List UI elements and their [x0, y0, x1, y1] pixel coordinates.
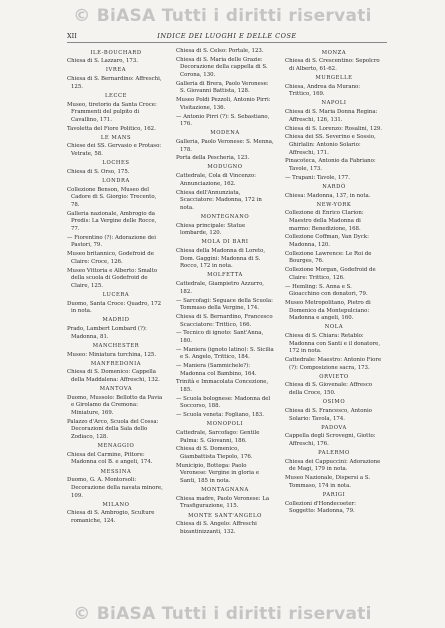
index-entry: Museo Poldi Pezzoli, Antonio Pirri: Visitazione, 136.	[176, 97, 271, 111]
index-city-heading: ORVIETO	[319, 373, 349, 380]
index-entry: Chiesa di S. Chiara: Retablo: Madonna con Santi e il donatore, 172 in nota.	[285, 333, 381, 355]
index-city-heading: LONDRA	[102, 178, 130, 185]
index-city-heading: PADOVA	[321, 424, 347, 431]
index-city-heading: MODUGNO	[207, 164, 243, 171]
index-entry: Chiesa di S. Domenico, Giambattista Tiepolo, 176.	[176, 446, 253, 461]
index-city-heading: MONTAGNANA	[201, 487, 249, 494]
index-entry: Chiesa di S. Angelo: Affreschi bizantinizzanti, 132.	[176, 521, 257, 535]
index-entry: Museo Vittoria e Alberto: Smalto della scuola di Godefroid de Claire, 125.	[67, 267, 158, 289]
index-city-heading: OSIMO	[322, 399, 346, 406]
index-entry: Trinità e Immacolata Concezione, 185.	[176, 379, 269, 394]
index-entry: Municipio, Bottega: Paolo Veronese: Vergine in gloria e Santi, 185 in nota.	[176, 462, 260, 484]
index-entry: Chiesa di S. Francesco, Antonio Solario: Tavola, 174.	[285, 407, 372, 422]
index-entry: Chiesa di S. Lazzaro, 173.	[67, 58, 138, 65]
index-entry: Chiesa, Andrea da Murano: Trittico, 169.	[285, 83, 361, 98]
index-entry: Chiesa di S. Maria delle Grazie: Decorazione della cappella di S. Corona, 130.	[176, 56, 268, 78]
index-city-heading: NAPOLI	[321, 100, 347, 107]
index-entry: Collezione Benson, Museo del Cadore di S. Giorgio: Trecento, 78.	[67, 186, 157, 208]
index-entry: — Maniera (Sammichele?): Madonna col Bambino, 164.	[176, 363, 257, 377]
index-entry: Chiesa: Madonna, 137, in nota.	[285, 192, 371, 199]
index-entry: Chiesa dei SS. Severino e Sossio, Ghirlalin: Antonio Solario: Affreschi, 171.	[285, 134, 376, 156]
index-city-heading: MESSINA	[100, 468, 132, 475]
index-entry: — Tecnico di ignoto: Sant'Anna, 180.	[176, 330, 264, 344]
index-city-heading: MILANO	[102, 501, 130, 508]
index-city-heading: MANCHESTER	[92, 342, 140, 349]
index-entry: Chiesa della Madonna di Loreto, Dom. Gaggini: Madonna di S. Rocco, 172 in nota.	[176, 248, 266, 270]
index-city-heading: LOCHES	[102, 160, 130, 167]
index-column-1	[67, 48, 165, 593]
index-entry: Chiesa di S. Celso: Portale, 123.	[176, 48, 264, 54]
index-entry: Chiesa di S. Lorenzo: Rosalini, 129.	[285, 125, 383, 132]
index-entry: Museo Metropolitano, Pietro di Domenico da Montepulciano: Madonna e angeli, 160.	[285, 299, 371, 322]
index-entry: Chiesa di S. Bernardino, Francesco Scacciatore: Trittico, 166.	[176, 313, 273, 328]
index-entry: Duomo, Santa Croce: Quadro, 172 in nota.	[67, 300, 162, 315]
index-entry: Tavoletta del Fiore Politico, 162.	[67, 125, 156, 132]
page-number: XII	[67, 32, 77, 40]
index-entry: Porta della Pescheria, 123.	[176, 155, 250, 162]
index-entry: Chiesa di S. Domenico: Cappella della Maddalena: Affreschi, 132.	[67, 369, 160, 383]
index-entry: — Antonio Pirri (?): S. Sebastiano, 176.	[176, 113, 270, 128]
watermark-top: © BiASA Tutti i diritti riservati	[73, 6, 372, 26]
index-entry: Collezione Coffman, Van Dyck: Madonna, 120.	[285, 234, 369, 249]
index-city-heading: PARIGI	[322, 491, 346, 498]
index-column-2	[176, 48, 274, 593]
index-city-heading: MANFREDONIA	[90, 360, 142, 367]
index-entry: — Sarcofagi: Seguace della Scuola: Tommaso della Vergine, 174.	[176, 297, 273, 312]
index-entry: Collezione di Enrico Clarion: Maestro della Madonna di marmo: Benedizione, 168.	[285, 210, 364, 232]
index-entry: Duomo, Mussolo: Bellotto da Pavia e Girolamo da Cremona: Miniature, 169.	[67, 394, 163, 417]
index-entry: — Maniera (ignoto latino): S. Sicilia e S. Angelo, Trittico, 184.	[176, 346, 274, 361]
index-entry: Duomo, G. A. Montorsoli: Decorazione della navata minore, 109.	[67, 477, 163, 499]
index-city-heading: MADRID	[102, 317, 130, 324]
index-entry: Cattedrale, Cola di Vincenzo: Annunciazione, 162.	[176, 173, 256, 187]
index-city-heading: MENAGGIO	[97, 443, 135, 450]
index-entry: Cattedrale, Giampietro Azzurro, 182.	[176, 281, 265, 295]
index-column-3	[285, 48, 383, 593]
index-entry: Museo, tiretorio da Santa Croce: Frammenti del pulpito di Cavallino, 171.	[67, 101, 157, 123]
index-entry: Chiesa di S. Bernardino: Affreschi, 125.	[67, 76, 162, 90]
index-entry: Chiese dei SS. Gervasio e Protaso: Vetrate, 58.	[67, 143, 162, 158]
index-city-heading: MODENA	[210, 130, 240, 137]
index-entry: Chiesa dell'Annunziata, Scacciatore: Madonna, 172 in nota.	[176, 189, 262, 211]
index-entry: Museo Nazionale, Dispersi a S. Tommaso, 174 in nota.	[285, 475, 371, 489]
index-entry: Museo britannico, Godefroid de Claire: Croce, 126.	[67, 251, 154, 265]
index-city-heading: MONTE SANT'ANGELO	[188, 512, 262, 519]
index-entry: Chiesa madre, Paolo Veronese: La Trasfigurazione, 115.	[176, 495, 270, 510]
index-entry: Pinacoteca, Antonio da Fabriano: Tavole, 173.	[285, 158, 376, 172]
index-columns	[67, 48, 387, 593]
index-city-heading: NARDÒ	[322, 183, 346, 190]
index-entry: — Scuola veneta: Fogliano, 183.	[176, 412, 264, 419]
index-city-heading: ILE-BOUCHARD	[90, 49, 142, 56]
index-city-heading: MONTEGNANO	[200, 213, 250, 220]
index-entry: Chiesa di S. Maria Donna Regina: Affreschi, 126, 131.	[285, 109, 378, 123]
index-city-heading: LE MANS	[100, 134, 132, 141]
watermark-bottom: © BiASA Tutti i diritti riservati	[73, 604, 372, 624]
index-entry: Cattedrale: Maestro: Antonio Fiore (?): Composizione sacra, 173.	[285, 356, 382, 371]
index-entry: Collezione Lawrence: Le Roi de Bourges, 76.	[285, 250, 372, 265]
index-entry: Galleria nazionale, Ambrogio da Predis: La Vergine delle Rocce, 77.	[67, 210, 157, 232]
index-city-heading: IVREA	[105, 67, 127, 74]
index-city-heading: NEW-YORK	[316, 201, 352, 208]
index-entry: — Scuola bolognese: Madonna del Soccorso, 188.	[176, 395, 271, 410]
index-entry: Cattedrale, Sarcofago: Gentile Palma: S. Giovanni, 186.	[176, 430, 260, 444]
index-entry: — Fiorentino (?): Adorazione dei Pastori, 79.	[67, 234, 156, 249]
index-entry: Chiesa di S. Giovenale: Affresco della Croce, 150.	[285, 382, 373, 397]
index-city-heading: LUCERA	[102, 291, 130, 298]
index-city-heading: MANTOVA	[99, 386, 133, 393]
index-entry: — Hemling: S. Anna e S. Gioacchino con donatori, 79.	[285, 283, 368, 298]
index-entry: Chiesa di S. Crescentino: Sepolcro di Alberto, 61-62.	[285, 58, 380, 72]
index-entry: Galleria, Paolo Veronese: S. Menna, 178.	[176, 138, 274, 153]
index-entry: Collezioni d'Hondecoeter: Soggetto: Madonna, 79.	[285, 500, 356, 515]
index-entry: Chiesa principale: Statue lombarde, 120.	[176, 222, 246, 237]
index-entry: Palazzo d'Arco, Scuola del Cossa: Decorazioni della Sala dello Zodiaco, 128.	[67, 418, 159, 440]
index-entry: Galleria di Brera, Paolo Veronese: S. Giovanni Battista, 128.	[176, 80, 269, 95]
index-entry: Museo: Miniatura turchina, 125.	[67, 351, 157, 358]
index-city-heading: MONZA	[321, 49, 347, 56]
index-entry: Chiesa dei Cappuccini: Adorazione de Magi, 179 in nota.	[285, 458, 381, 473]
index-entry: Chiesa di S. Ambrogio, Sculture romaniche, 124.	[67, 510, 155, 524]
index-city-heading: NOLA	[324, 324, 344, 331]
index-entry: Collezione Morgan, Godefroid de Claire: Trittico, 126.	[285, 267, 376, 281]
index-entry: Prado, Lambert Lombard (?): Madonna, 81.	[67, 326, 147, 340]
index-city-heading: LECCE	[105, 92, 127, 99]
running-title: INDICE DEI LUOGHI E DELLE COSE	[157, 32, 297, 40]
index-entry: Chiesa di S. Orso, 175.	[67, 168, 130, 175]
index-entry: — Trapani: Tavole, 177.	[285, 174, 350, 181]
page-header	[67, 30, 387, 43]
index-city-heading: MURGELLE	[315, 74, 353, 81]
index-city-heading: MOLA DI BARI	[201, 239, 249, 246]
index-entry: Chiesa del Carmine, Pittore: Madonna col B. e angeli, 174.	[67, 451, 153, 466]
index-city-heading: MOLFETTA	[207, 272, 243, 279]
index-entry: Cappella degli Scrovegni, Giotto: Affreschi, 176.	[285, 433, 376, 447]
index-city-heading: MONOPOLI	[206, 421, 244, 428]
index-city-heading: PALERMO	[318, 450, 350, 457]
